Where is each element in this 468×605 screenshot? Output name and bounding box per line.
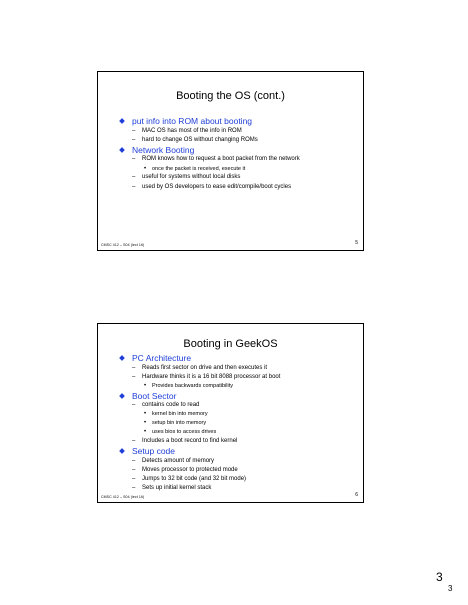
- bullet-item: – Moves processor to protected mode: [132, 466, 238, 473]
- bullet-subitem: • Provides backwards compatibility: [144, 382, 234, 389]
- bullet-heading: Boot Sector: [120, 391, 357, 402]
- bullet-heading: Setup code: [120, 446, 357, 457]
- bullet-item: – Sets up initial kernel stack: [132, 485, 212, 492]
- bullet-item: – MAC OS has most of the info in ROM: [132, 127, 242, 134]
- bullet-item: – Jumps to 32 bit code (and 32 bit mode): [132, 475, 247, 482]
- diamond-bullet-icon: [119, 118, 125, 124]
- slide-footer: CMSC 412 – S04 (lect 16): [101, 243, 145, 247]
- bullet-heading: PC Architecture: [120, 353, 357, 364]
- bullet-subitem: • setup bin into memory: [144, 420, 207, 427]
- page-number-small: 3: [448, 584, 453, 593]
- slide-2: [97, 323, 364, 503]
- bullet-heading: put info into ROM about booting: [120, 116, 357, 127]
- bullet-item: – hard to change OS without changing ROMs: [132, 136, 258, 143]
- slide-title: Booting the OS (cont.): [176, 90, 285, 102]
- bullet-item: – Detects amount of memory: [132, 457, 215, 464]
- page-number: 3: [436, 570, 443, 584]
- bullet-subitem: • kernel bin into memory: [144, 411, 208, 418]
- diamond-bullet-icon: [119, 393, 125, 399]
- slide-bullets: [120, 353, 357, 493]
- bullet-item: – contains code to read: [132, 402, 200, 409]
- bullet-heading: Network Booting: [120, 145, 357, 156]
- slide-title: Booting in GeekOS: [183, 338, 278, 350]
- bullet-item: – ROM knows how to request a boot packet from the network: [132, 156, 300, 163]
- bullet-item: – useful for systems without local disks: [132, 174, 241, 181]
- bullet-item: – Reads first sector on drive and then executes it: [132, 364, 268, 371]
- slide-number: 6: [355, 492, 358, 498]
- slide-footer: CMSC 412 – S04 (lect 16): [101, 495, 145, 499]
- diamond-bullet-icon: [119, 147, 125, 153]
- bullet-subitem: • once the packet is received, execute it: [144, 165, 246, 172]
- diamond-bullet-icon: [119, 448, 125, 454]
- diamond-bullet-icon: [119, 355, 125, 361]
- bullet-subitem: • uses bios to access drives: [144, 429, 217, 435]
- bullet-item: – Includes a boot record to find kernel: [132, 437, 238, 444]
- bullet-item: – Hardware thinks it is a 16 bit 8088 processor at boot: [132, 373, 281, 380]
- slide-bullets: [120, 116, 357, 192]
- slide-number: 5: [355, 240, 358, 246]
- slide-1: [97, 71, 364, 251]
- bullet-item: – used by OS developers to ease edit/compile/boot cycles: [132, 183, 292, 190]
